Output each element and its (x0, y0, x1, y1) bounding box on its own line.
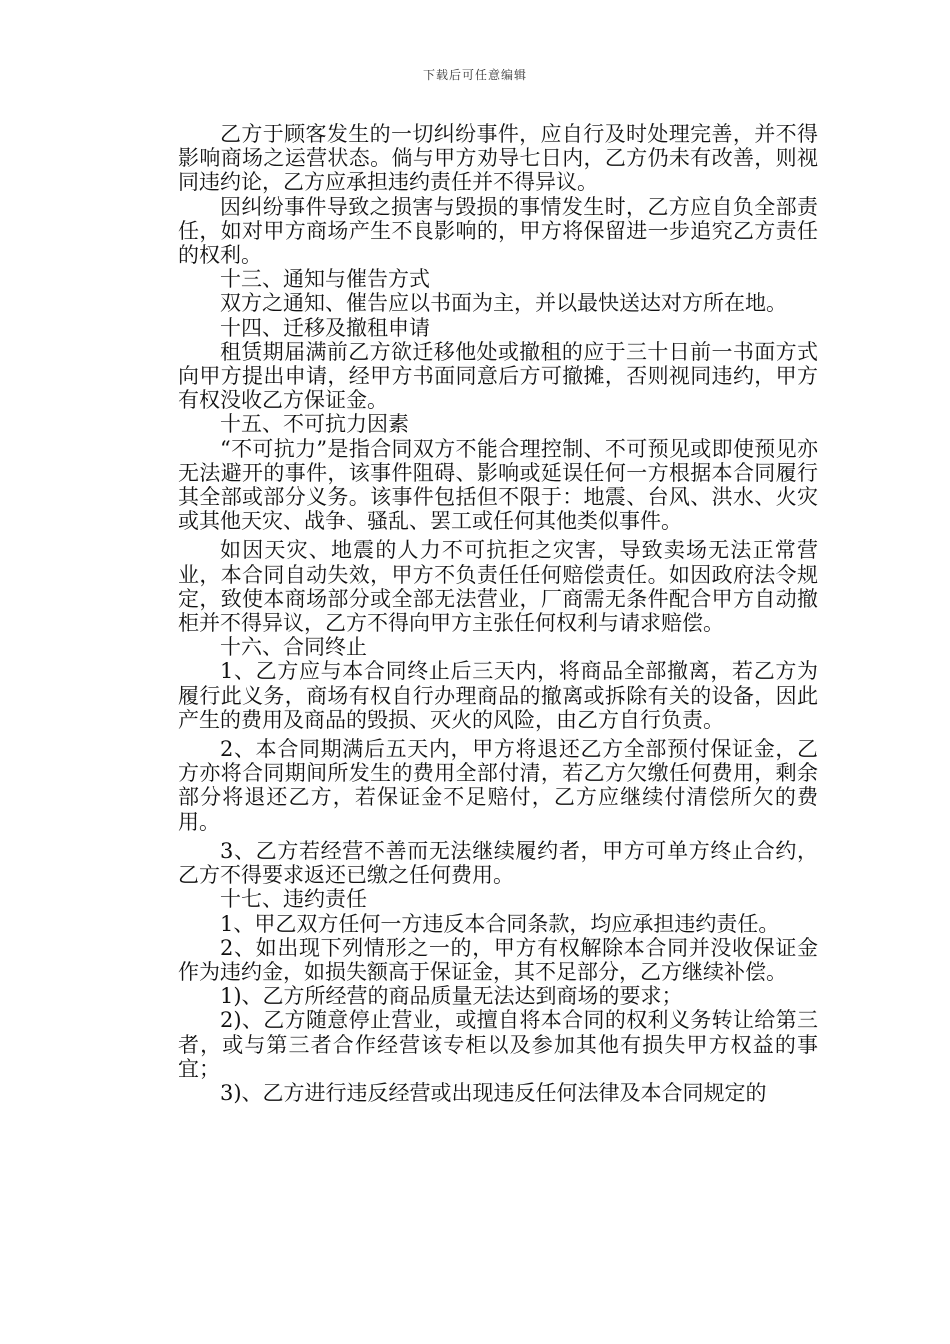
paragraph: 租赁期届满前乙方欲迁移他处或撤租的应于三十日前一书面方式向甲方提出申请，经甲方书面同意后方可撤摊，否则视同违约，甲方有权没收乙方保证金。 (178, 339, 818, 413)
section-heading: 十五、不可抗力因素 (220, 412, 409, 437)
list-item: 3)、乙方进行违反经营或出现违反任何法律及本合同规定的 (220, 1080, 767, 1105)
paragraph: 双方之通知、催告应以书面为主，并以最快送达对方所在地。 (220, 291, 787, 316)
paragraph: 因纠纷事件导致之损害与毁损的事情发生时，乙方应自负全部责任，如对甲方商场产生不良影响的，甲方将保留进一步追究乙方责任的权利。 (178, 194, 818, 268)
section-heading: 十七、违约责任 (220, 887, 367, 912)
paragraph: 1、乙方应与本合同终止后三天内，将商品全部撤离，若乙方为履行此义务，商场有权自行办理商品的撤离或拆除有关的设备，因此产生的费用及商品的毁损、灭火的风险，由乙方自行负责。 (178, 659, 818, 732)
section-heading: 十三、通知与催告方式 (220, 267, 430, 292)
paragraph: “不可抗力”是指合同双方不能合理控制、不可预见或即使预见亦无法避开的事件，该事件阻碍、影响或延误任何一方根据本合同履行其全部或部分义务。该事件包括但不限于：地震、台风、洪水、火灾或其他天灾、战争、骚乱、罢工或任何其他类似事件。 (178, 436, 818, 534)
paragraph: 如因天灾、地震的人力不可抗拒之灾害，导致卖场无法正常营业，本合同自动失效，甲方不负责任任何赔偿责任。如因政府法令规定，致使本商场部分或全部无法营业，厂商需无条件配合甲方自动撤柜并不得异议，乙方不得向甲方主张任何权利与请求赔偿。 (178, 538, 818, 636)
page-header-note: 下载后可任意编辑 (422, 68, 527, 82)
paragraph: 2、如出现下列情形之一的，甲方有权解除本合同并没收保证金作为违约金，如损失额高于保证金，其不足部分，乙方继续补偿。 (178, 935, 818, 984)
paragraph: 2、本合同期满后五天内，甲方将退还乙方全部预付保证金，乙方亦将合同期间所发生的费用全部付清，若乙方欠缴任何费用，剩余部分将退还乙方，若保证金不足赔付，乙方应继续付清偿所欠的费用。 (178, 737, 818, 834)
paragraph: 乙方于顾客发生的一切纠纷事件，应自行及时处理完善，并不得影响商场之运营状态。倘与甲方劝导七日内，乙方仍未有改善，则视同违约论，乙方应承担违约责任并不得异议。 (178, 122, 818, 195)
section-heading: 十四、迁移及撤租申请 (220, 315, 430, 340)
list-item: 2)、乙方随意停止营业，或擅自将本合同的权利义务转让给第三者，或与第三者合作经营该专柜以及参加其他有损失甲方权益的事宜； (178, 1008, 818, 1081)
section-heading: 十六、合同终止 (220, 635, 367, 660)
paragraph: 1、甲乙双方任何一方违反本合同条款，均应承担违约责任。 (220, 911, 780, 936)
paragraph: 3、乙方若经营不善而无法继续履约者，甲方可单方终止合约，乙方不得要求返还已缴之任何费用。 (178, 838, 818, 888)
document-body (178, 122, 818, 1105)
list-item: 1)、乙方所经营的商品质量无法达到商场的要求； (220, 984, 683, 1009)
